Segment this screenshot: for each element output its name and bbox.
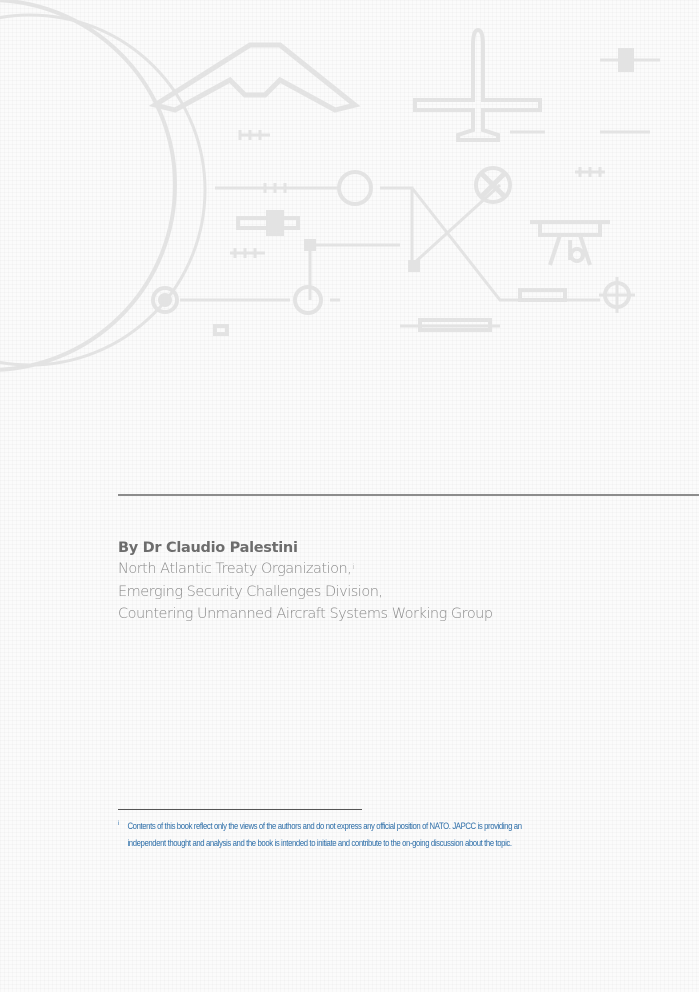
section-divider [118,494,699,496]
affiliation-text-1: North Atlantic Treaty Organization, [118,561,352,577]
footnote-ref[interactable]: i [352,563,354,571]
node-circle-2 [295,287,321,313]
footnote-line-1: Contents of this book reflect only the views of the authors and do not express any official position of NATO. JAPCC is providing an [127,821,522,831]
author-block [118,538,678,626]
small-box [215,326,227,334]
node-circle-4 [160,295,170,305]
quadcopter-camera [571,249,583,261]
small-box-3 [306,241,314,249]
affiliation-line-2: Emerging Security Challenges Division, [118,583,383,600]
small-box-2 [410,262,418,270]
large-arc-outer [0,0,175,370]
affiliation-line-3: Countering Unmanned Aircraft Systems Working Group [118,606,493,622]
node-circle-1 [339,172,371,204]
drone-background-illustration [0,0,699,380]
target-cross [480,172,506,198]
footnote [118,818,600,852]
surveillance-drone-icon [415,30,540,140]
resistor-3 [620,50,632,70]
author-name: By Dr Claudio Palestini [118,540,298,556]
footnote-text [118,818,600,852]
resistor-2 [268,212,282,234]
footnote-line-2: independent thought and analysis and the book is intended to initiate and contribute to the on-going discussion about the topic. [127,838,512,848]
resistor-4 [520,290,565,300]
affiliation-line-1 [118,558,678,581]
footnote-divider [118,809,362,810]
footnote-marker: i [118,820,119,827]
fixed-wing-drone-icon [155,45,355,110]
crosshair-icon [599,277,635,313]
